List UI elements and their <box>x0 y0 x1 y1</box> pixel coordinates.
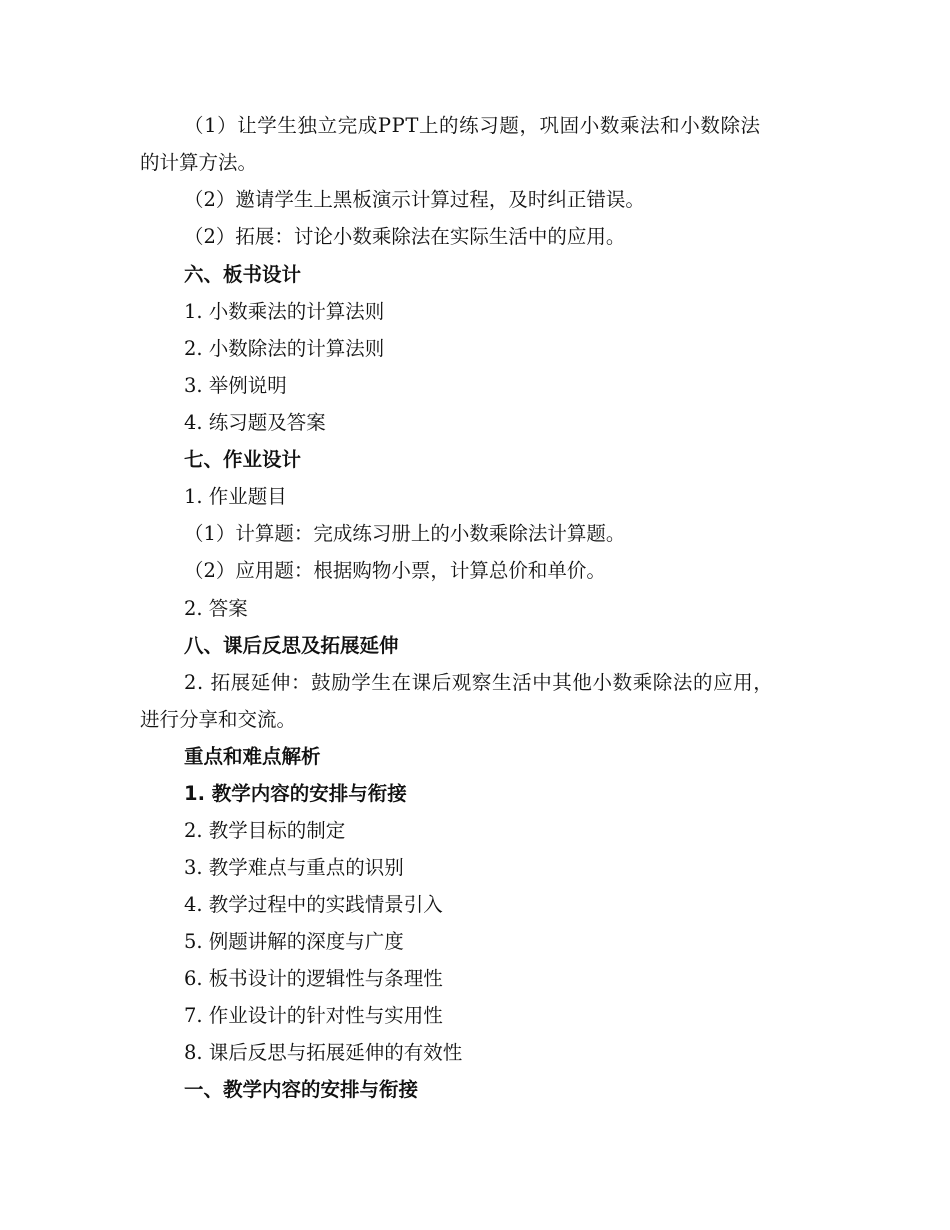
section-heading: 七、作业设计 <box>184 448 302 471</box>
list-item-bold: 1. 教学内容的安排与衔接 <box>184 782 407 805</box>
list-item: 4. 教学过程中的实践情景引入 <box>184 893 443 916</box>
section-heading: 一、教学内容的安排与衔接 <box>184 1078 419 1101</box>
paragraph-line: （1）计算题：完成练习册上的小数乘除法计算题。 <box>184 522 626 545</box>
list-item: 5. 例题讲解的深度与广度 <box>184 930 404 953</box>
paragraph-line: 2. 拓展延伸：鼓励学生在课后观察生活中其他小数乘除法的应用， <box>184 671 774 694</box>
section-heading: 六、板书设计 <box>184 263 302 286</box>
section-heading: 八、课后反思及拓展延伸 <box>184 634 399 657</box>
list-item: 1. 作业题目 <box>184 485 287 508</box>
paragraph-line: （2）邀请学生上黑板演示计算过程，及时纠正错误。 <box>184 188 645 211</box>
paragraph-line: （1）让学生独立完成PPT上的练习题，巩固小数乘法和小数除法 <box>184 114 761 137</box>
paragraph-line: 进行分享和交流。 <box>140 708 297 731</box>
list-item: 4. 练习题及答案 <box>184 411 326 434</box>
list-item: 8. 课后反思与拓展延伸的有效性 <box>184 1041 463 1064</box>
paragraph-line: （2）拓展：讨论小数乘除法在实际生活中的应用。 <box>184 225 626 248</box>
list-item: 3. 教学难点与重点的识别 <box>184 856 404 879</box>
list-item: 6. 板书设计的逻辑性与条理性 <box>184 967 443 990</box>
paragraph-line: 的计算方法。 <box>140 151 258 174</box>
list-item: 1. 小数乘法的计算法则 <box>184 300 385 323</box>
paragraph-line: （2）应用题：根据购物小票，计算总价和单价。 <box>184 559 606 582</box>
list-item: 2. 答案 <box>184 597 248 620</box>
list-item: 3. 举例说明 <box>184 374 287 397</box>
list-item: 2. 小数除法的计算法则 <box>184 337 385 360</box>
list-item: 7. 作业设计的针对性与实用性 <box>184 1004 443 1027</box>
list-item: 2. 教学目标的制定 <box>184 819 346 842</box>
section-heading: 重点和难点解析 <box>184 745 321 768</box>
